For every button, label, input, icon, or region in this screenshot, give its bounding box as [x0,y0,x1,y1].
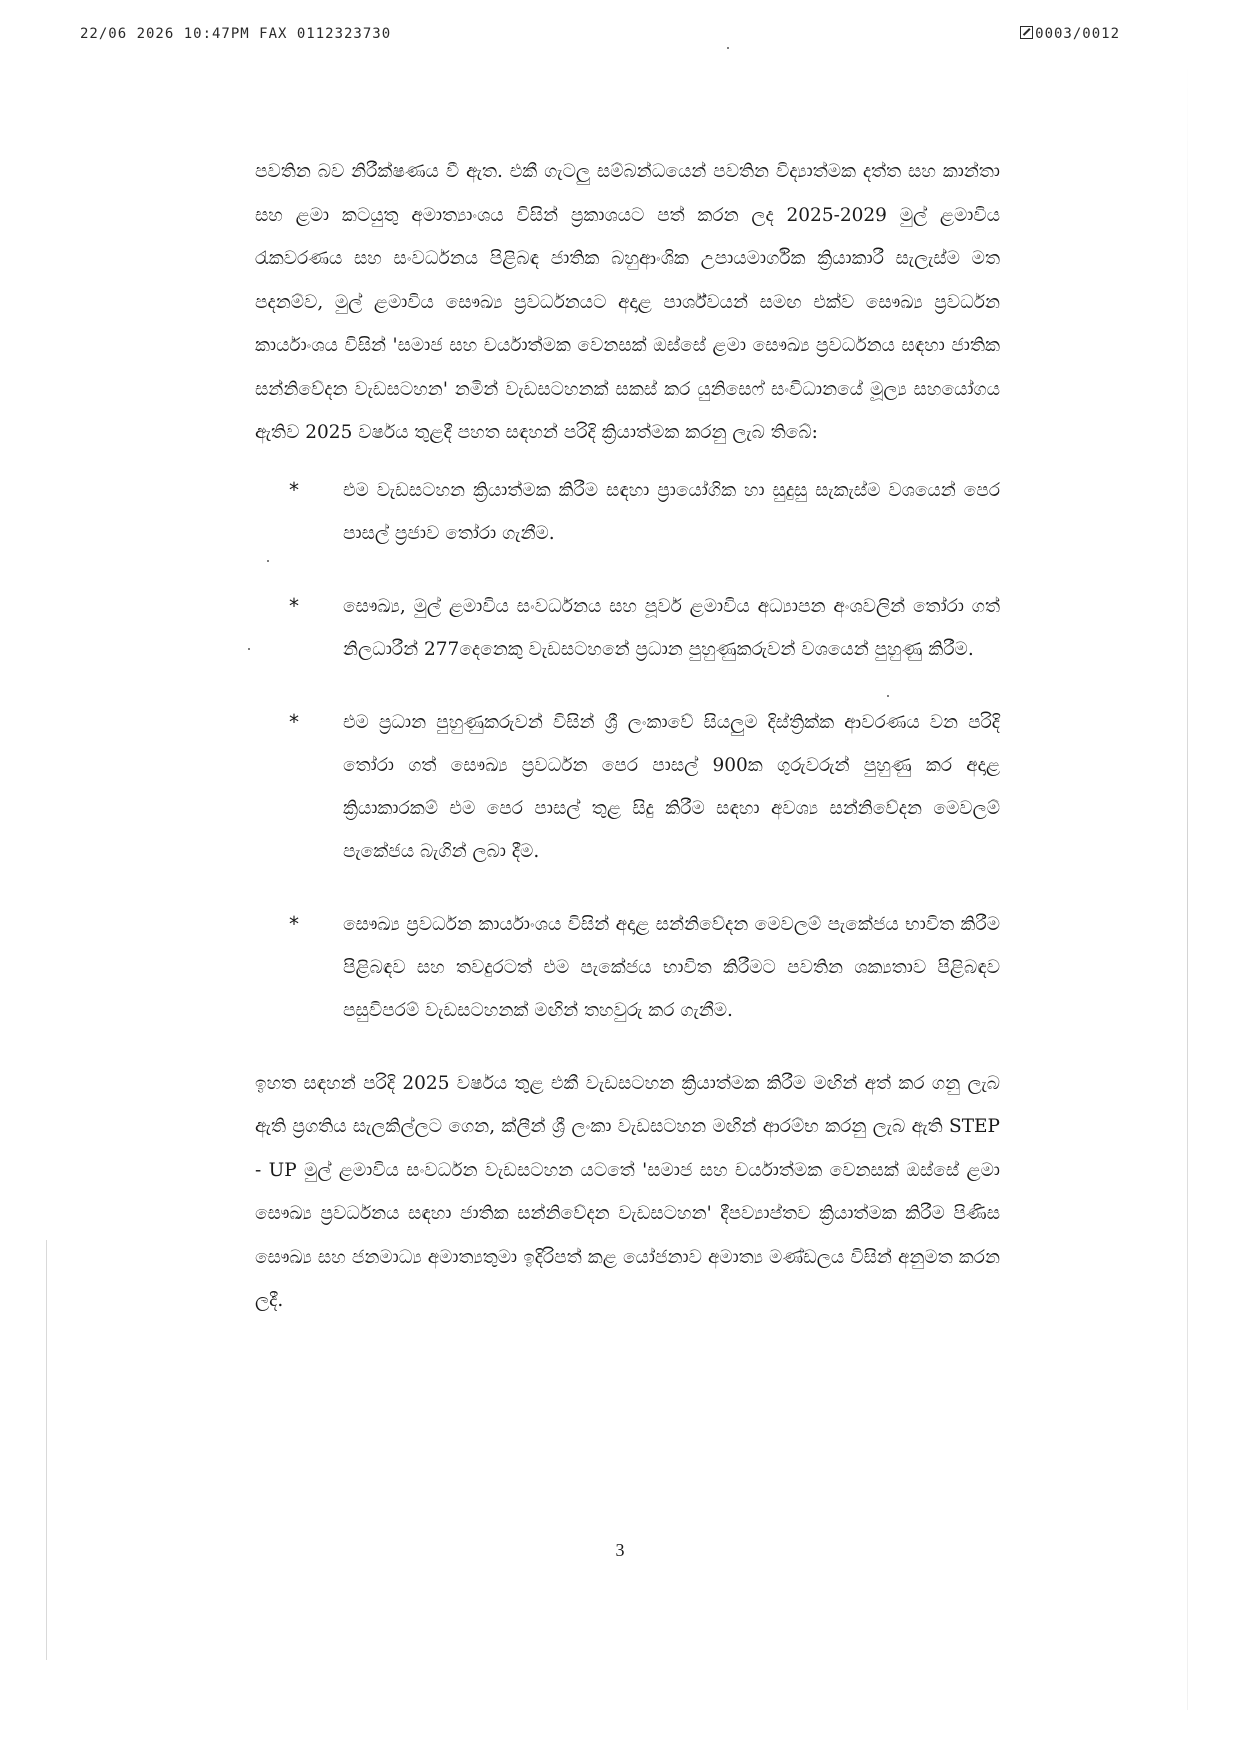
fax-transmission-info: 22/06 2026 10:47PM FAX 0112323730 [80,26,392,42]
paragraph-intro: පවතින බව නිරීක්ෂණය වී ඇත. එකී ගැටලු සම්බන්ධයෙන් පවතින විද්‍යාත්මක දත්ත සහ කාන්තා සහ ළමා කටයුතු අමාත්‍යාංශය විසින් ප්‍රකාශයට පත් කරන ලද 2025-2029 මුල් ළමාවිය රැකවරණය සහ සංවර්ධනය පිළිබඳ ජාතික බහුආංශික උපායමාර්ගික ක්‍රියාකාරී සැලැස්ම මත පදනම්ව, මුල් ළමාවිය සෞඛ්‍ය ප්‍රවර්ධනයට අදාළ පාර්ශ්වයන් සමඟ එක්ව සෞඛ්‍ය ප්‍රවර්ධන කාර්යාංශය විසින් 'සමාජ සහ චර්යාත්මක වෙනසක් ඔස්සේ ළමා සෞඛ්‍ය ප්‍රවර්ධනය සඳහා ජාතික සන්නිවේදන වැඩසටහන' නමින් වැඩසටහනක් සකස් කර යුනිසෙෆ් සංවිධානයේ මූල්‍ය සහයෝගය ඇතිව 2025 වර්ෂය තුළදී පහත සඳහන් පරිදි ක්‍රියාත්මක කරනු ලැබ තිබේ: [255,161,1000,443]
scan-speck [248,648,250,650]
fax-header [80,26,1120,46]
bullet-item [255,469,1000,555]
bullet-text: එම ප්‍රධාන පුහුණුකරුවන් විසින් ශ්‍රී ලංකාවේ සියලුම දිස්ත්‍රික්ක ආවරණය වන පරිදි තෝරා ගත් සෞඛ්‍ය ප්‍රවර්ධන පෙර පාසල් 900ක ගුරුවරුන් පුහුණු කර අදාළ ක්‍රියාකාරකම් එම පෙර පාසල් තුළ සිදු කිරීම සඳහා අවශ්‍ය සන්නිවේදන මෙවලම් පැකේජය බැගින් ලබා දීම. [343,711,1000,862]
bullet-marker: * [289,477,299,502]
fax-page-counter [1020,26,1120,42]
document-body [255,150,1000,1323]
bullet-item [255,903,1000,1032]
scan-edge-right [1187,60,1188,1710]
page-number: 3 [615,1540,625,1560]
paragraph-decision: ඉහත සඳහන් පරිදි 2025 වර්ෂය තුළ එකී වැඩසටහන ක්‍රියාත්මක කිරීම මඟින් අත් කර ගනු ලැබ ඇති ප්‍රගතිය සැලකිල්ලට ගෙන, ක්ලීන් ශ්‍රී ලංකා වැඩසටහන මඟින් ආරම්භ කරනු ලැබ ඇති STEP - UP මුල් ළමාවිය සංවර්ධන වැඩසටහන යටතේ 'සමාජ සහ චර්යාත්මක වෙනසක් ඔස්සේ ළමා සෞඛ්‍ය ප්‍රවර්ධනය සඳහා ජාතික සන්නිවේදන වැඩසටහන' දීපව්‍යාප්තව ක්‍රියාත්මක කිරීම පිණිස සෞඛ්‍ය සහ ජනමාධ්‍ය අමාත්‍යතුමා ඉදිරිපත් කළ යෝජනාව අමාත්‍ය මණ්ඩලය විසින් අනුමත කරන ලදී. [255,1072,1000,1311]
fax-page-counter-text: 0003/0012 [1035,26,1120,42]
bullet-text: සෞඛ්‍ය ප්‍රවර්ධන කාර්යාංශය විසින් අදාළ සන්නිවේදන මෙවලම් පැකේජය භාවිත කිරීම පිළිබඳව සහ තවදුරටත් එම පැකේජය භාවිත කිරීමට පවතින ශක්‍යතාව පිළිබඳව පසුවිපරම් වැඩසටහනක් මඟින් තහවුරු කර ගැනීම. [343,913,1000,1021]
fax-checkbox-icon [1020,26,1033,39]
bullet-marker: * [289,911,299,936]
bullet-list [255,469,1000,1032]
bullet-item [255,701,1000,873]
bullet-marker: * [289,593,299,618]
bullet-text: එම වැඩසටහන ක්‍රියාත්මක කිරීම සඳහා ප්‍රායෝගික හා සුදුසු සැකැස්ම වශයෙන් පෙර පාසල් ප්‍රජාව තෝරා ගැනීම. [343,479,1000,544]
bullet-marker: * [289,709,299,734]
bullet-item [255,585,1000,671]
bullet-text: සෞඛ්‍ය, මුල් ළමාවිය සංවර්ධනය සහ පූර්ව ළමාවිය අධ්‍යාපන අංශවලින් තෝරා ගත් නිලධාරීන් 277දෙනෙකු වැඩසටහනේ ප්‍රධාන පුහුණුකරුවන් වශයෙන් පුහුණු කිරීම. [343,595,1000,660]
scan-speck [727,47,729,49]
scan-edge-left [46,1240,47,1660]
